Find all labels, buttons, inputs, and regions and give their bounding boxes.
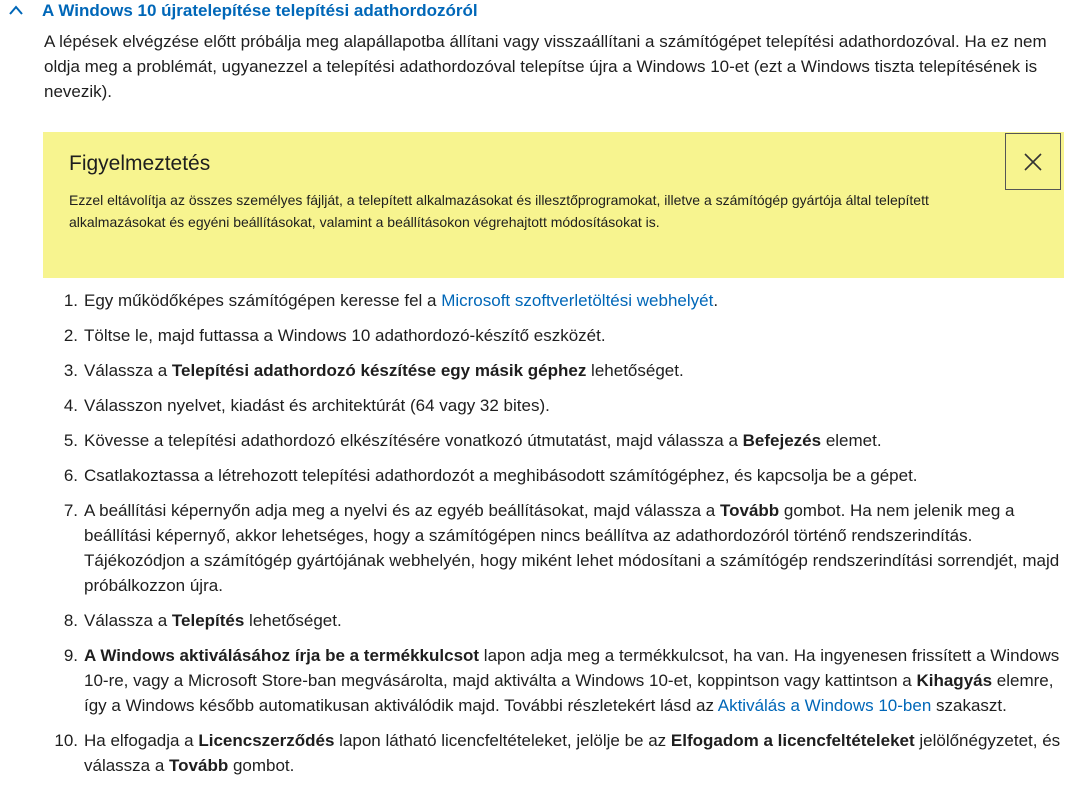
step-number: 8. xyxy=(63,611,78,630)
step-item xyxy=(0,463,1074,488)
step-text: Válassza a xyxy=(84,361,172,380)
step-emphasis: Tovább xyxy=(169,756,229,775)
step-item xyxy=(0,288,1074,313)
step-text: lehetőséget. xyxy=(586,361,684,380)
step-emphasis: Telepítési adathordozó készítése egy másik géphez xyxy=(171,361,587,380)
warning-title: Figyelmeztetés xyxy=(69,152,211,175)
step-item xyxy=(0,323,1074,348)
step-text: jelölőnégyzetet, és válassza a xyxy=(84,731,1061,775)
chevron-up-icon[interactable] xyxy=(8,3,24,19)
step-text: gombot. xyxy=(228,756,295,775)
step-number: 7. xyxy=(63,501,78,520)
section-title[interactable]: A Windows 10 újratelepítése telepítési adathordozóról xyxy=(42,1,478,20)
step-text: Válasszon nyelvet, kiadást és architektúrát (64 vagy 32 bites). xyxy=(84,396,550,415)
step-text: elemre, így a Windows később automatikusan aktiválódik majd. További részletekért lásd az xyxy=(84,671,1054,715)
step-text: Válassza a xyxy=(84,611,172,630)
step-number: 2. xyxy=(63,326,78,345)
close-icon xyxy=(1023,152,1043,172)
step-item xyxy=(0,728,1074,778)
step-emphasis: A Windows aktiválásához írja be a termékkulcsot xyxy=(84,646,480,665)
step-item xyxy=(0,643,1074,718)
step-text: lapon adja meg a termékkulcsot, ha van. Ha ingyenesen frissített a Windows 10-re, vagy a Microsoft Store-ban megvásárolta, majd aktiválta a Windows 10-et, koppintson vagy kattintson a xyxy=(84,646,1060,690)
step-number: 9. xyxy=(63,646,78,665)
step-text: elemet. xyxy=(821,431,882,450)
step-emphasis: Elfogadom a licencfeltételeket xyxy=(670,731,915,750)
step-text: Kövesse a telepítési adathordozó elkészítésére vonatkozó útmutatást, majd válassza a xyxy=(84,431,743,450)
step-number: 3. xyxy=(63,361,78,380)
step-number: 10. xyxy=(54,731,78,750)
step-text: . xyxy=(713,291,719,310)
step-emphasis: Befejezés xyxy=(742,431,822,450)
step-number: 4. xyxy=(63,396,78,415)
step-text: lehetőséget. xyxy=(244,611,342,630)
step-text: A beállítási képernyőn adja meg a nyelvi és az egyéb beállításokat, majd válassza a xyxy=(84,501,720,520)
step-text: gombot. Ha nem jelenik meg a beállítási képernyő, akkor lehetséges, hogy a számítógépen nincs beállítva az adathordozóról történő rendszerindítás. Tájékozódjon a számítógép gyártójának webhelyén, hogy miként lehet módosítani a számítógép rendszerindítási sorrendjét, majd próbálkozzon újra. xyxy=(84,501,1060,595)
step-text: Egy működőképes számítógépen keresse fel a xyxy=(84,291,442,310)
step-emphasis: Tovább xyxy=(719,501,780,520)
intro-paragraph: A lépések elvégzése előtt próbálja meg alapállapotba állítani vagy visszaállítani a számítógépet telepítési adathordozóval. Ha ez nem oldja meg a problémát, ugyanezzel a telepítési adathordozóval telepítse újra a Windows 10-et (ezt a Windows tiszta telepítésének is nevezik). xyxy=(44,32,1047,101)
section-toggle[interactable] xyxy=(8,0,478,22)
step-text: szakaszt. xyxy=(931,696,1007,715)
step-emphasis: Kihagyás xyxy=(916,671,993,690)
step-link[interactable]: Aktiválás a Windows 10-ben xyxy=(717,696,932,715)
step-text: Ha elfogadja a xyxy=(84,731,199,750)
step-item xyxy=(0,428,1074,453)
step-text: Töltse le, majd futtassa a Windows 10 adathordozó-készítő eszközét. xyxy=(84,326,606,345)
step-item xyxy=(0,608,1074,633)
steps-list xyxy=(0,288,1080,788)
step-item xyxy=(0,393,1074,418)
step-item xyxy=(0,498,1074,598)
warning-box xyxy=(43,132,1064,278)
step-item xyxy=(0,358,1074,383)
close-button[interactable] xyxy=(1005,133,1061,190)
step-number: 6. xyxy=(63,466,78,485)
step-number: 5. xyxy=(63,431,78,450)
warning-text: Ezzel eltávolítja az összes személyes fájlját, a telepített alkalmazásokat és illesztőprogramokat, illetve a számítógép gyártója által telepített alkalmazásokat és egyéni beállításokat, valamint a beállításokon végrehajtott módosításokat is. xyxy=(69,192,929,230)
step-emphasis: Licencszerződés xyxy=(198,731,335,750)
step-text: lapon látható licencfeltételeket, jelölje be az xyxy=(334,731,671,750)
step-emphasis: Telepítés xyxy=(171,611,245,630)
step-number: 1. xyxy=(63,291,78,310)
step-link[interactable]: Microsoft szoftverletöltési webhelyét xyxy=(441,291,714,310)
step-text: Csatlakoztassa a létrehozott telepítési adathordozót a meghibásodott számítógéphez, és kapcsolja be a gépet. xyxy=(84,466,918,485)
